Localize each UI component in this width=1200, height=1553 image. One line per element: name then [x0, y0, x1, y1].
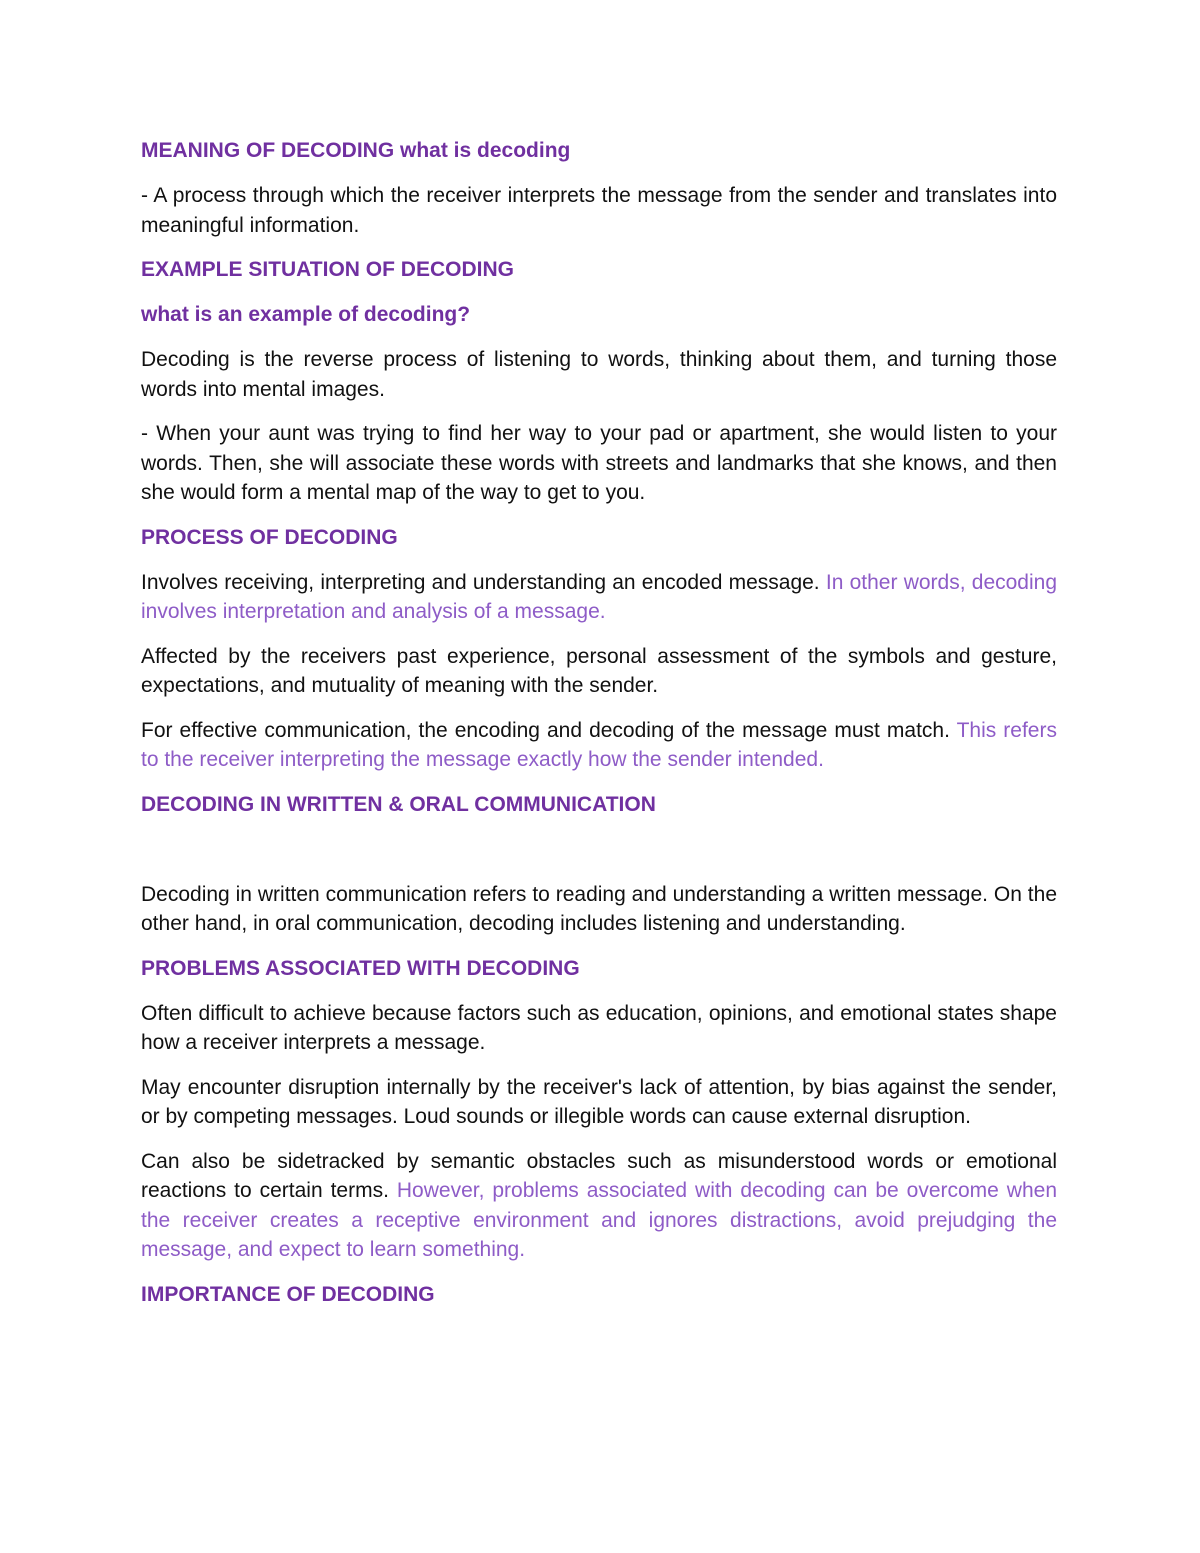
spacer	[141, 285, 1057, 300]
subheading-example-question: what is an example of decoding?	[141, 303, 471, 326]
heading-importance: IMPORTANCE OF DECODING	[141, 1282, 435, 1306]
paragraph-involves-text: Involves receiving, interpreting and understanding an encoded message.	[141, 570, 820, 594]
spacer	[141, 1058, 1057, 1073]
paragraph-sidetracked-text: Can also be sidetracked by semantic obstacles such as misunderstood words or emotional reactions to certain terms.	[141, 1149, 1057, 1202]
spacer	[141, 1265, 1057, 1280]
paragraph-reverse-process: Decoding is the reverse process of listening to words, thinking about them, and turning those words into mental images.	[141, 348, 1057, 401]
spacer	[141, 508, 1057, 523]
heading-written-oral: DECODING IN WRITTEN & ORAL COMMUNICATION	[141, 792, 656, 816]
spacer	[141, 166, 1057, 181]
paragraph-effective-text: For effective communication, the encoding and decoding of the message must match.	[141, 718, 950, 742]
paragraph-aunt-example: - When your aunt was trying to find her way to your pad or apartment, she would listen to your words. Then, she will associate these words with streets and landmarks that she knows, and then she would form a mental map of the way to get to you.	[141, 422, 1057, 504]
spacer	[141, 939, 1057, 954]
blank-line	[141, 820, 1057, 880]
document-page	[141, 136, 1057, 1310]
paragraph-affected-by: Affected by the receivers past experience, personal assessment of the symbols and gesture, expectations, and mutuality of meaning with the sender.	[141, 644, 1057, 697]
spacer	[141, 553, 1057, 568]
heading-meaning-of-decoding: MEANING OF DECODING what is decoding	[141, 139, 571, 162]
paragraph-effective-communication	[141, 716, 1057, 775]
paragraph-often-difficult: Often difficult to achieve because factors such as education, opinions, and emotional states shape how a receiver interprets a message.	[141, 1001, 1057, 1054]
spacer	[141, 330, 1057, 345]
paragraph-effective-accent: This refers to the receiver interpreting the message exactly how the sender intended.	[141, 718, 1057, 771]
paragraph-sidetracked-accent: However, problems associated with decoding can be overcome when the receiver creates a receptive environment and ignores distractions, avoid prejudging the message, and expect to learn something.	[141, 1179, 1057, 1261]
spacer	[141, 627, 1057, 642]
paragraph-disruption: May encounter disruption internally by the receiver's lack of attention, by bias against the sender, or by competing messages. Loud sounds or illegible words can cause external disruption.	[141, 1075, 1057, 1128]
heading-problems: PROBLEMS ASSOCIATED WITH DECODING	[141, 956, 580, 980]
paragraph-sidetracked	[141, 1147, 1057, 1265]
paragraph-involves-accent: In other words, decoding involves interpretation and analysis of a message.	[141, 570, 1058, 623]
paragraph-written-oral: Decoding in written communication refers to reading and understanding a written message. On the other hand, in oral communication, decoding includes listening and understanding.	[141, 882, 1057, 935]
spacer	[141, 775, 1057, 790]
spacer	[141, 1132, 1057, 1147]
paragraph-definition: - A process through which the receiver interprets the message from the sender and translates into meaningful information.	[141, 184, 1057, 237]
paragraph-involves	[141, 568, 1057, 627]
heading-example-situation: EXAMPLE SITUATION OF DECODING	[141, 258, 514, 281]
spacer	[141, 701, 1057, 716]
spacer	[141, 404, 1057, 419]
spacer	[141, 984, 1057, 999]
spacer	[141, 240, 1057, 255]
heading-process-of-decoding: PROCESS OF DECODING	[141, 525, 398, 549]
